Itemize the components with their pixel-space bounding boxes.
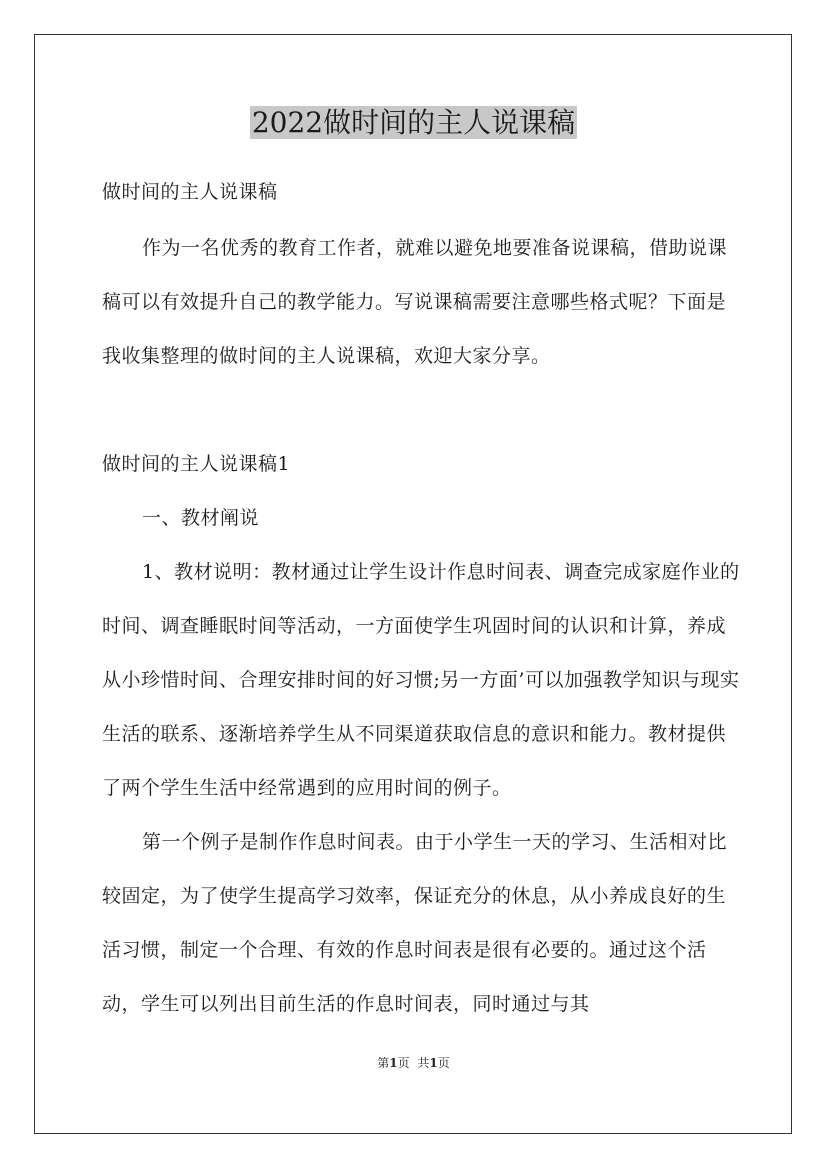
document-title [0,104,827,142]
footer-total-number: 1 [429,1056,438,1070]
footer-total-prefix: 共 [417,1056,430,1070]
footer-page-number: 1 [389,1056,398,1070]
footer-page-unit: 页 [397,1056,410,1070]
footer-total-unit: 页 [437,1056,450,1070]
footer-prefix: 第 [377,1056,390,1070]
section-heading-one: 一、教材阐说 [142,507,260,529]
document-title-text: 2022做时间的主人说课稿 [251,106,576,139]
intro-paragraph: 作为一名优秀的教育工作者，就难以避免地要准备说课稿，借助说课稿可以有效提升自己的教学能力。写说课稿需要注意哪些格式呢？下面是我收集整理的做时间的主人说课稿，欢迎大家分享。 [102,237,728,367]
page-footer [0,1055,827,1071]
section-title: 做时间的主人说课稿1 [102,453,291,475]
document-subtitle: 做时间的主人说课稿 [102,181,278,203]
paragraph-two: 第一个例子是制作作息时间表。由于小学生一天的学习、生活相对比较固定，为了使学生提高学习效率，保证充分的休息，从小养成良好的生活习惯，制定一个合理、有效的作息时间表是很有必要的。通过这个活动，学生可以列出目前生活的作息时间表，同时通过与其 [102,831,728,1015]
paragraph-one: 1、教材说明：教材通过让学生设计作息时间表、调查完成家庭作业的时间、调查睡眠时间等活动，一方面使学生巩固时间的认识和计算，养成从小珍惜时间、合理安排时间的好习惯;另一方面’可以加强教学知识与现实生活的联系、逐渐培养学生从不同渠道获取信息的意识和能力。教材提供了两个学生生活中经常遇到的应用时间的例子。 [102,561,740,799]
